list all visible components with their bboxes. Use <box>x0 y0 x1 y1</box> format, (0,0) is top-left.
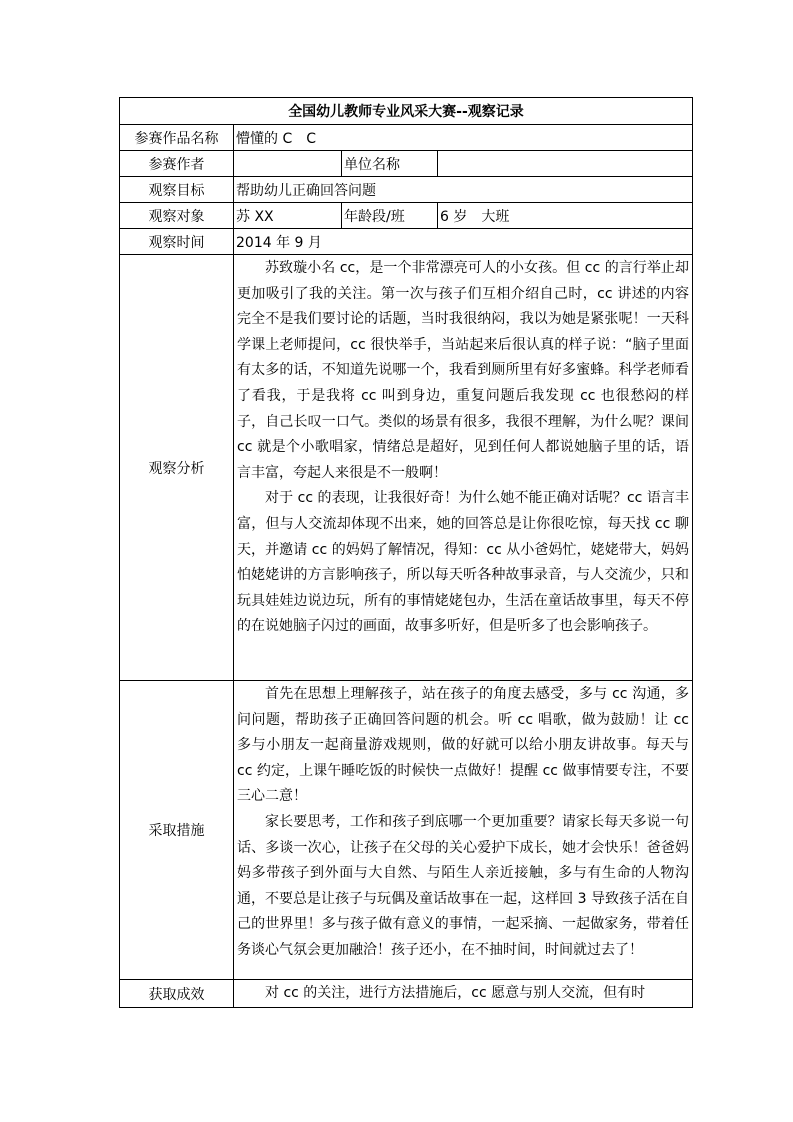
goal-value: 帮助幼儿正确回答问题 <box>234 177 693 203</box>
row-measures <box>120 681 693 980</box>
work-name-label: 参赛作品名称 <box>120 125 234 151</box>
record-title: 全国幼儿教师专业风采大赛--观察记录 <box>120 98 693 125</box>
observation-record-table <box>119 97 693 1008</box>
results-content <box>234 980 693 1008</box>
analysis-label: 观察分析 <box>120 255 234 681</box>
row-results <box>120 980 693 1008</box>
measures-content <box>234 681 693 980</box>
measures-paragraph: 首先在思想上理解孩子，站在孩子的角度去感受，多与 cc 沟通，多问问题，帮助孩子正确回答问题的机会。听 cc 唱歌，做为鼓励！让 cc 多与小朋友一起商量游戏规则，做的好就可以给小朋友讲故事。每天与 cc 约定，上课午睡吃饭的时候快一点做好！提醒 cc 做事情要专注，不要三心二意！ <box>237 686 689 805</box>
unit-name-label: 单位名称 <box>342 151 438 177</box>
measures-paragraph: 家长要思考，工作和孩子到底哪一个更加重要？请家长每天多说一句话、多谈一次心，让孩子在父母的关心爱护下成长，她才会快乐！爸爸妈妈多带孩子到外面与大自然、与陌生人亲近接触，多与有生命的人物沟通，不要总是让孩子与玩偶及童话故事在一起，这样回 3 导致孩子活在自己的世界里！多与孩子做有意义的事情，一起采摘、一起做家务，带着任务谈心气氛会更加融洽！孩子还小，在不抽时间，时间就过去了！ <box>237 813 689 958</box>
time-value: 2014 年 9 月 <box>234 229 693 255</box>
goal-label: 观察目标 <box>120 177 234 203</box>
analysis-content <box>234 255 693 681</box>
results-label: 获取成效 <box>120 980 234 1008</box>
row-goal <box>120 177 693 203</box>
age-class-value: 6 岁 大班 <box>438 203 693 229</box>
analysis-paragraph: 苏致璇小名 cc，是一个非常漂亮可人的小女孩。但 cc 的言行举止却更加吸引了我的关注。第一次与孩子们互相介绍自己时，cc 讲述的内容完全不是我们要讨论的话题，当时我很纳闷，我以为她是紧张呢！一天科学课上老师提问，cc 很快举手，当站起来后很认真的样子说：“脑子里面有太多的话，不知道先说哪一个，我看到厕所里有好多蜜蜂。科学老师看了看我，于是我将 cc 叫到身边，重复问题后我发现 cc 也很愁闷的样子，自己长叹一口气。类似的场景有很多，我很不理解，为什么呢？课间 cc 就是个小歌唱家，情绪总是超好，见到任何人都说她脑子里的话，语言丰富，夸起人来很是不一般啊！ <box>237 260 689 481</box>
row-subject <box>120 203 693 229</box>
row-author <box>120 151 693 177</box>
subject-value: 苏 XX <box>234 203 342 229</box>
measures-label: 采取措施 <box>120 681 234 980</box>
row-time <box>120 229 693 255</box>
author-label: 参赛作者 <box>120 151 234 177</box>
results-text: 对 cc 的关注，进行方法措施后，cc 愿意与别人交流，但有时 <box>265 985 646 1001</box>
age-class-label: 年龄段/班 <box>342 203 438 229</box>
author-value <box>234 151 342 177</box>
unit-name-value <box>438 151 693 177</box>
row-analysis <box>120 255 693 681</box>
row-work-name <box>120 125 693 151</box>
time-label: 观察时间 <box>120 229 234 255</box>
analysis-paragraph: 对于 cc 的表现，让我很好奇！为什么她不能正确对话呢？cc 语言丰富，但与人交流却体现不出来，她的回答总是让你很吃惊，每天找 cc 聊天，并邀请 cc 的妈妈了解情况，得知：cc 从小爸妈忙，姥姥带大，妈妈怕姥姥讲的方言影响孩子，所以每天听各种故事录音，与人交流少，只和玩具娃娃边说边玩，所有的事情姥姥包办，生活在童话故事里，每天不停的在说她脑子闪过的画面，故事多听好，但是听多了也会影响孩子。 <box>237 490 689 635</box>
work-name-value: 懵懂的 C C <box>234 125 693 151</box>
subject-label: 观察对象 <box>120 203 234 229</box>
